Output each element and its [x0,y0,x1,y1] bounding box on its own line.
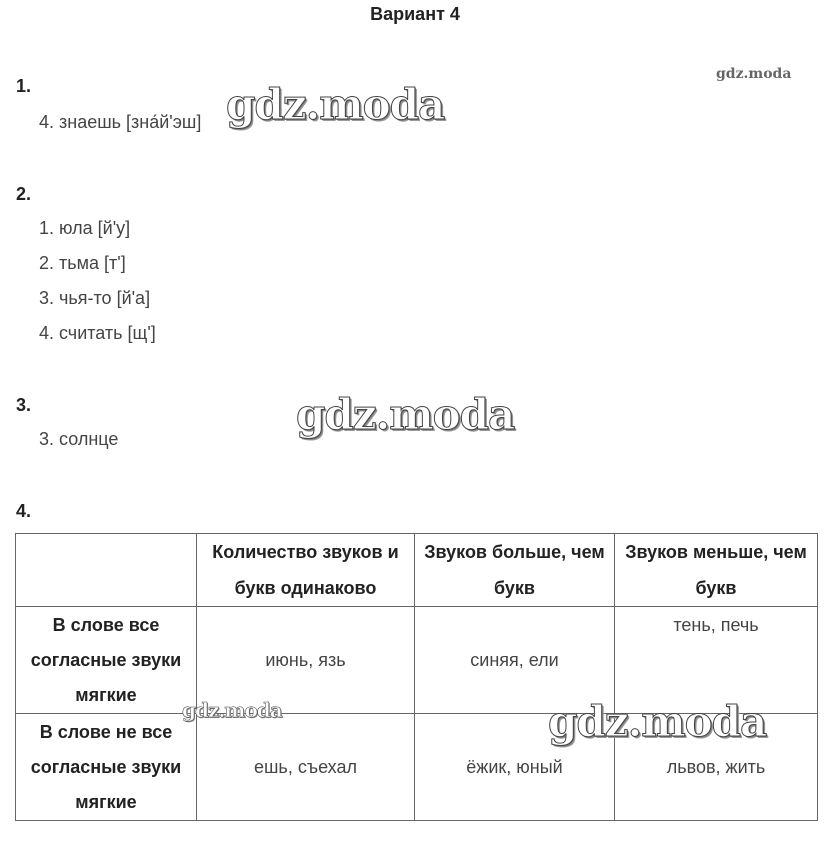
task-2-answer-1: 1. юла [й'у] [39,218,131,238]
row-label-all-soft: В слове все согласные звуки мягкие [16,607,197,714]
table-cell: синяя, ели [415,607,615,714]
task-2-answer-2: 2. тьма [т'] [39,253,126,273]
task-number-3: 3. [16,395,32,415]
task-number-4: 4. [16,501,32,521]
page-title: Вариант 4 [370,4,460,24]
task-2-answer-3: 3. чья-то [й'а] [39,288,151,308]
task-3-answer-1: 3. солнце [39,429,119,449]
table-cell: львов, жить [615,714,818,821]
watermark-logo: gdz.moda [182,698,282,722]
row-label-not-all-soft: В слове не все согласные звуки мягкие [16,714,197,821]
table-cell: ешь, съехал [197,714,415,821]
task-number-2: 2. [16,184,32,204]
watermark-logo: gdz.moda [296,390,515,439]
task-number-1: 1. [16,76,32,96]
table-header-equal: Количество звуков и букв одинаково [197,534,415,607]
table-cell: ёжик, юный [415,714,615,821]
watermark-logo: gdz.moda [548,697,767,746]
table-header-more-sounds: Звуков больше, чем букв [415,534,615,607]
table-header-row [16,534,818,607]
task-1-answer-1: 4. знаешь [зна́й'эш] [39,112,202,132]
table-header-empty [16,534,197,607]
table-header-fewer-sounds: Звуков меньше, чем букв [615,534,818,607]
watermark-logo: gdz.moda [716,66,792,82]
table-cell: тень, печь [615,607,818,714]
table-cell: июнь, язь [197,607,415,714]
watermark-logo: gdz.moda [226,80,445,129]
task-2-answer-4: 4. считать [щ'] [39,323,156,343]
sound-letter-table [15,533,818,821]
